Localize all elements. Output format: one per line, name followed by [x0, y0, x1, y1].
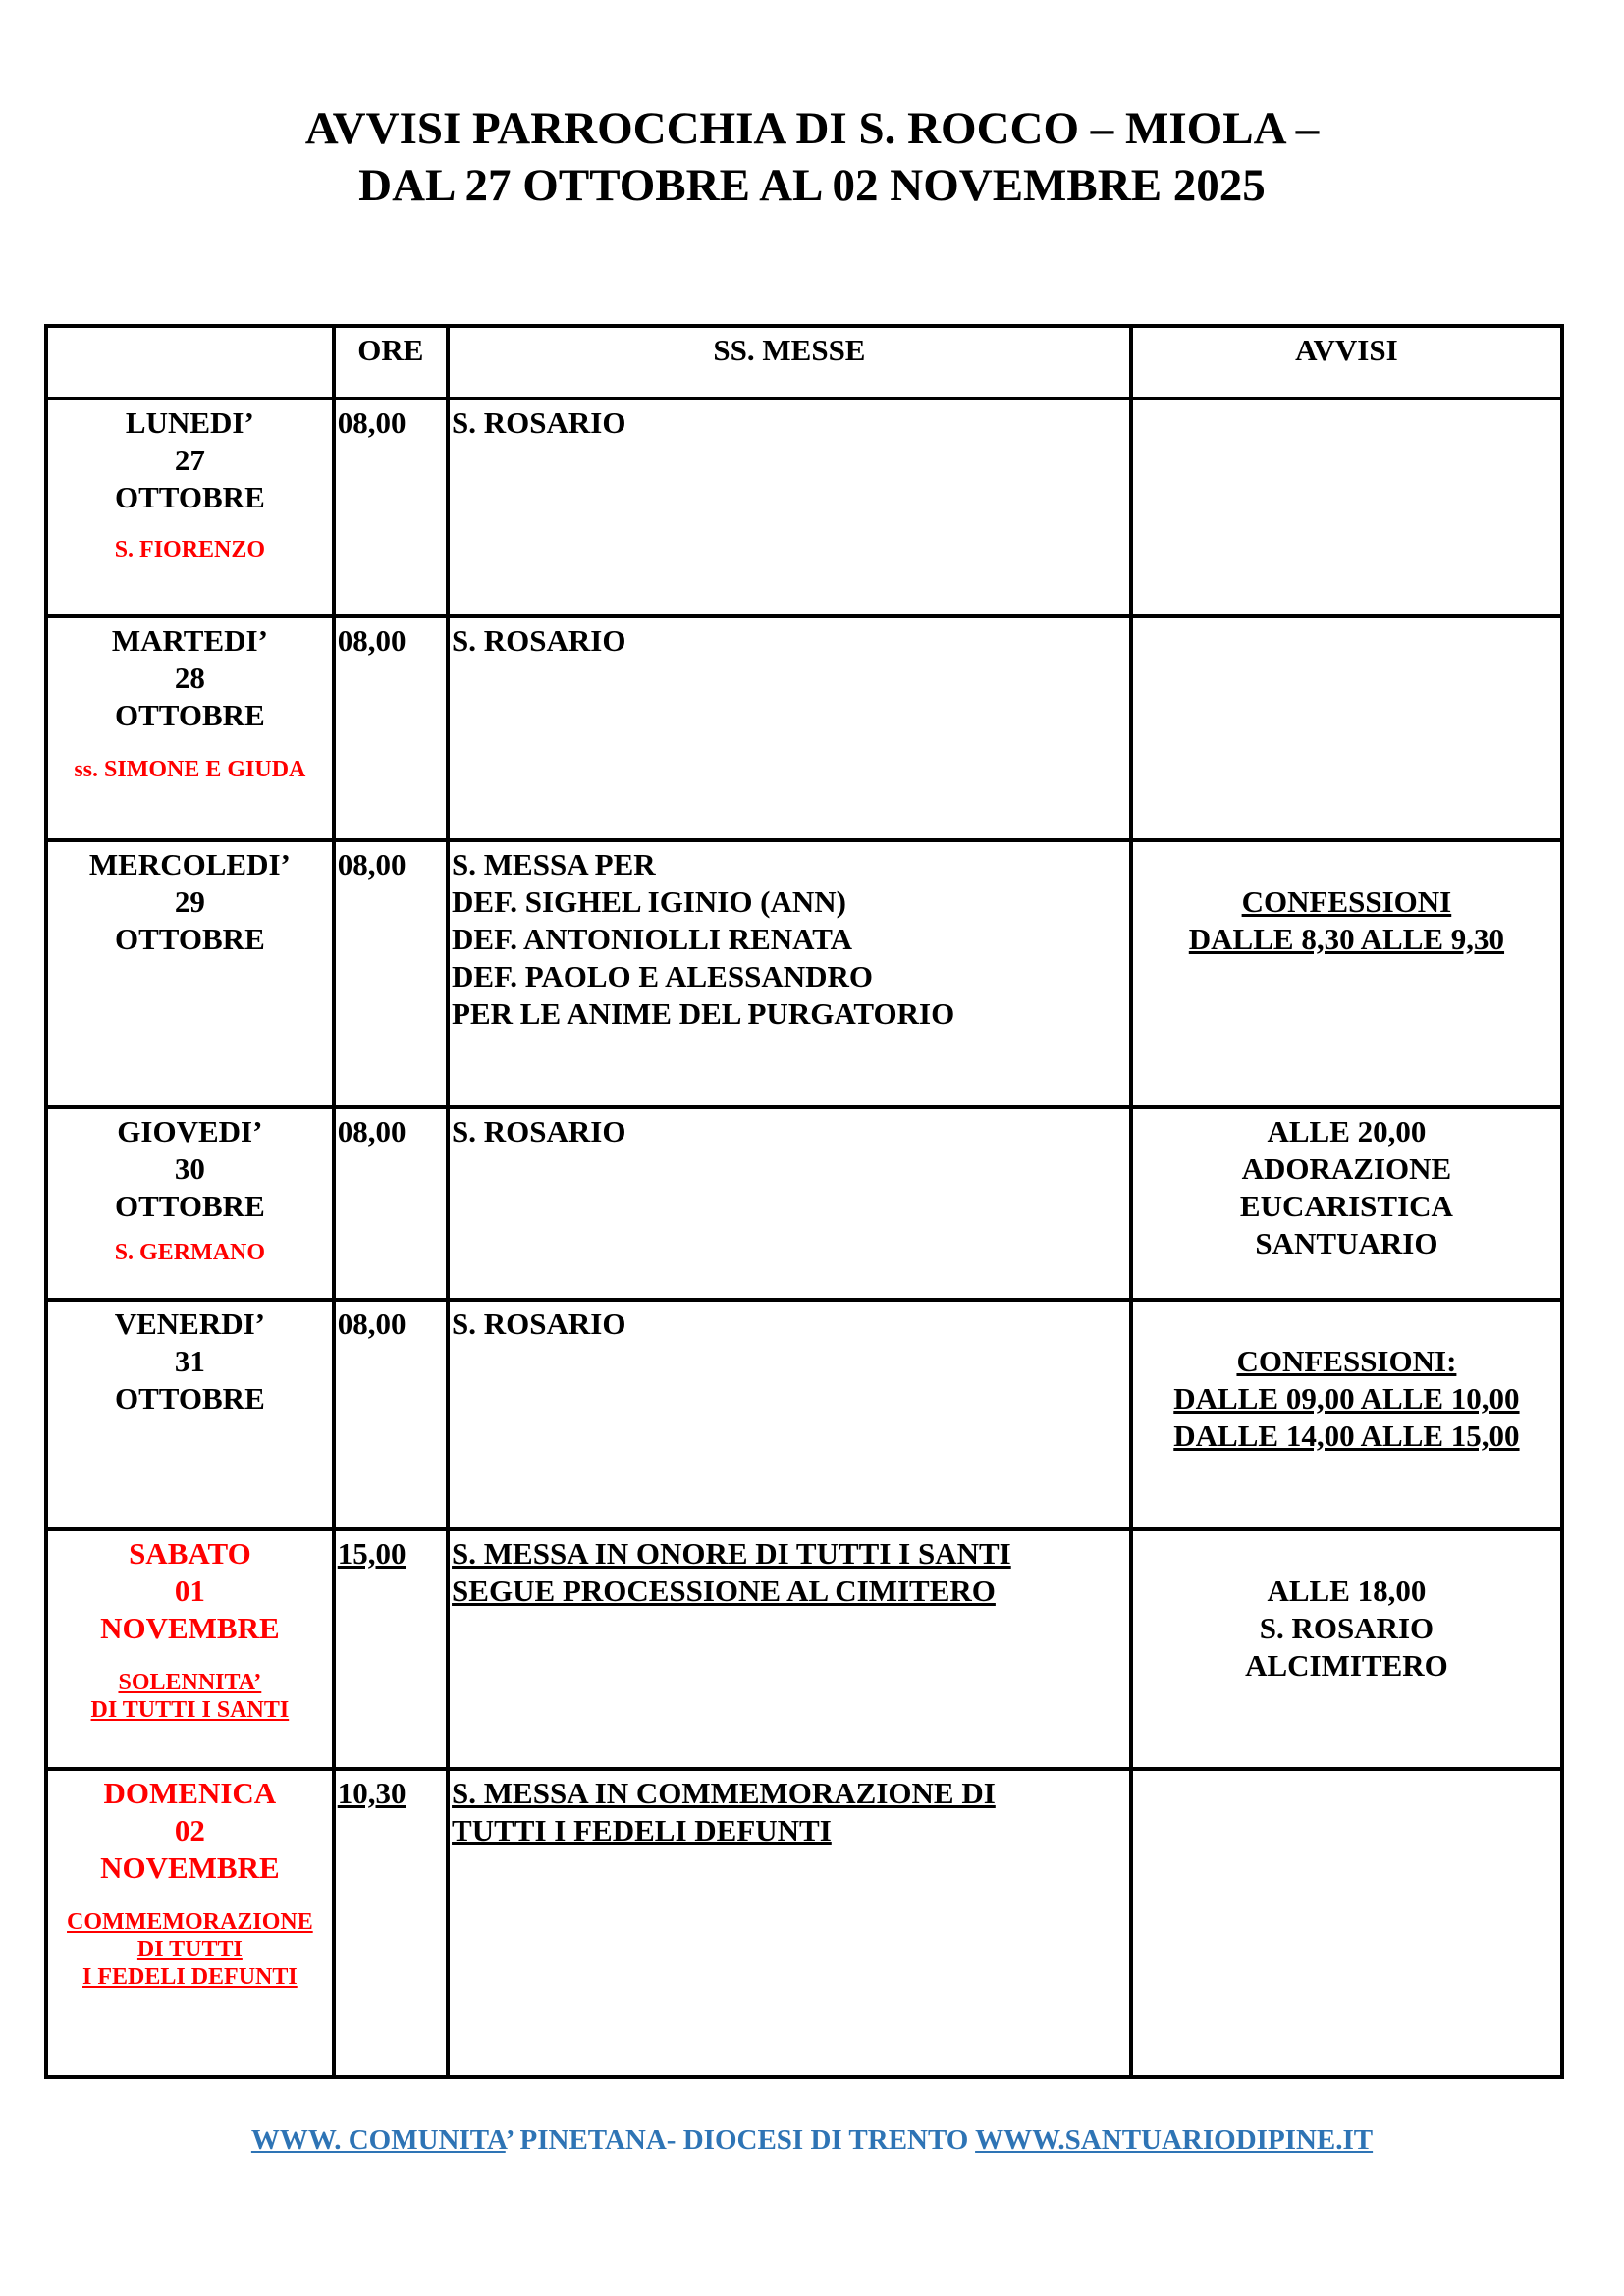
- mass-cell: S. ROSARIO: [448, 1107, 1131, 1300]
- saint-label: SOLENNITA’ DI TUTTI I SANTI: [90, 1670, 290, 1723]
- day-label: GIOVEDI’ 30 OTTOBRE: [114, 1114, 265, 1223]
- table-row: [46, 616, 1562, 840]
- day-label: DOMENICA 02 NOVEMBRE: [100, 1776, 280, 1885]
- day-cell: [46, 1529, 334, 1769]
- footer-text: ’ PINETANA- DIOCESI DI TRENTO: [505, 2124, 976, 2156]
- day-cell: [46, 1300, 334, 1529]
- notice-cell: [1131, 1769, 1562, 2077]
- day-label: LUNEDI’ 27 OTTOBRE: [114, 405, 265, 514]
- time-cell: 08,00: [334, 399, 448, 616]
- mass-cell: S. ROSARIO: [448, 616, 1131, 840]
- header-day: [46, 326, 334, 399]
- time-cell: 10,30: [334, 1769, 448, 2077]
- notice-cell: CONFESSIONI: DALLE 09,00 ALLE 10,00 DALLE 14,00 ALLE 15,00: [1131, 1300, 1562, 1529]
- day-cell: [46, 840, 334, 1107]
- saint-label: ss. SIMONE E GIUDA: [74, 757, 306, 782]
- page-title-line1: AVVISI PARROCCHIA DI S. ROCCO – MIOLA –: [304, 103, 1320, 154]
- day-label: VENERDI’ 31 OTTOBRE: [114, 1307, 266, 1415]
- table-row: [46, 1529, 1562, 1769]
- notice-cell: [1131, 616, 1562, 840]
- footer: [0, 2124, 1624, 2157]
- header-messe: SS. MESSE: [448, 326, 1131, 399]
- table-row: [46, 1769, 1562, 2077]
- saint-label: COMMEMORAZIONE DI TUTTI I FEDELI DEFUNTI: [67, 1909, 313, 1990]
- day-cell: [46, 399, 334, 616]
- schedule-table: [44, 324, 1564, 2079]
- time-cell: 15,00: [334, 1529, 448, 1769]
- day-cell: [46, 1769, 334, 2077]
- notice-cell: ALLE 20,00 ADORAZIONE EUCARISTICA SANTUARIO: [1131, 1107, 1562, 1300]
- page-title-line2: DAL 27 OTTOBRE AL 02 NOVEMBRE 2025: [358, 160, 1266, 211]
- day-label: MARTEDI’ 28 OTTOBRE: [111, 623, 268, 732]
- saint-label: S. FIORENZO: [114, 537, 266, 562]
- day-label: MERCOLEDI’ 29 OTTOBRE: [88, 847, 291, 956]
- mass-cell: S. MESSA PER DEF. SIGHEL IGINIO (ANN) DEF. ANTONIOLLI RENATA DEF. PAOLO E ALESSANDRO PER LE ANIME DEL PURGATORIO: [448, 840, 1131, 1107]
- day-label: SABATO 01 NOVEMBRE: [100, 1536, 280, 1645]
- table-row: [46, 399, 1562, 616]
- saint-label: S. GERMANO: [114, 1240, 266, 1265]
- header-ore: ORE: [334, 326, 448, 399]
- day-cell: [46, 1107, 334, 1300]
- notice-cell: ALLE 18,00 S. ROSARIO ALCIMITERO: [1131, 1529, 1562, 1769]
- footer-link-santuario[interactable]: WWW.SANTUARIODIPINE.IT: [975, 2124, 1374, 2156]
- mass-cell: S. MESSA IN COMMEMORAZIONE DI TUTTI I FEDELI DEFUNTI: [448, 1769, 1131, 2077]
- table-row: [46, 1300, 1562, 1529]
- time-cell: 08,00: [334, 840, 448, 1107]
- time-cell: 08,00: [334, 616, 448, 840]
- time-cell: 08,00: [334, 1107, 448, 1300]
- notice-cell: [1131, 399, 1562, 616]
- mass-cell: S. ROSARIO: [448, 399, 1131, 616]
- footer-link-comunita[interactable]: WWW. COMUNITA: [250, 2124, 506, 2156]
- notice-cell: CONFESSIONI DALLE 8,30 ALLE 9,30: [1131, 840, 1562, 1107]
- table-row: [46, 840, 1562, 1107]
- table-row: [46, 1107, 1562, 1300]
- mass-cell: S. MESSA IN ONORE DI TUTTI I SANTI SEGUE PROCESSIONE AL CIMITERO: [448, 1529, 1131, 1769]
- header-avvisi: AVVISI: [1131, 326, 1562, 399]
- mass-cell: S. ROSARIO: [448, 1300, 1131, 1529]
- day-cell: [46, 616, 334, 840]
- header-row: [46, 326, 1562, 399]
- time-cell: 08,00: [334, 1300, 448, 1529]
